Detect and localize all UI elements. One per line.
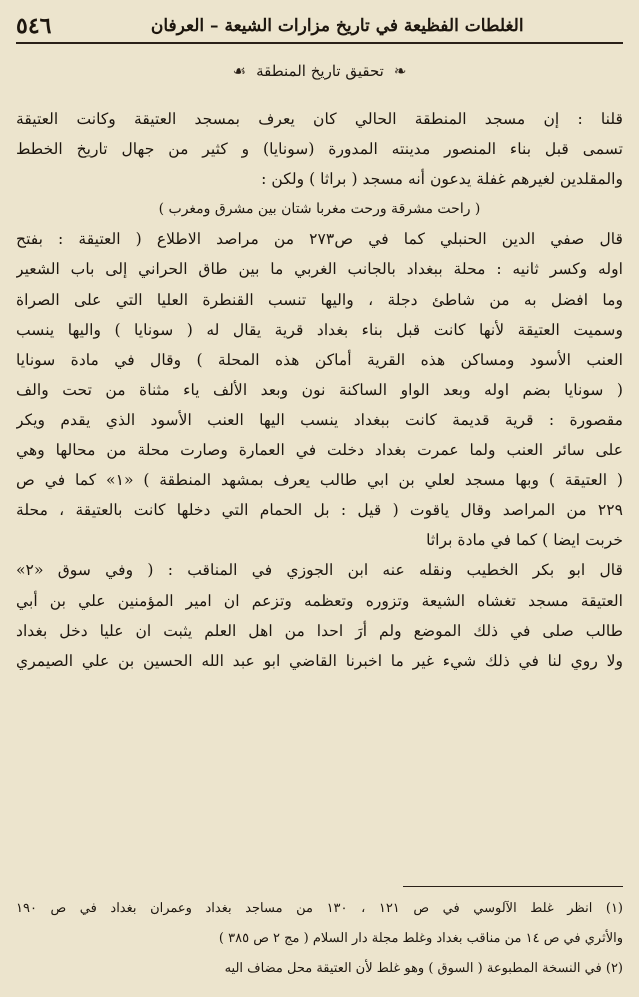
text-line: اوله وكسر ثانيه : محلة ببغداد بالجانب الغربي ما بين طاق الحراني إلى باب الشعير <box>16 260 623 279</box>
text-line: تسمى قبل بناء المنصور مدينته المدورة (سونايا) و كثير من جهال تاريخ الخطط <box>16 140 623 159</box>
text-line: مقصورة : قرية قديمة كانت ببغداد ينسب اليها العنب الأسود الذي يقدم ويكر <box>16 410 623 429</box>
text-line: وما افضل به من شاطئ دجلة ، واليها تنسب القنطرة العليا التي على الصراة <box>16 290 623 309</box>
text-line: قال ابو بكر الخطيب ونقله عنه ابن الجوزي في المناقب : ( وفي سوق «٢» <box>16 561 623 580</box>
text-line: والمقلدين لغيرهم غفلة يدعون أنه مسجد ( براثا ) ولكن : <box>261 170 623 189</box>
footnotes <box>16 894 623 984</box>
footnote-line: (٢) في النسخة المطبوعة ( السوق ) وهو غلط لأن العتيقة محل مضاف اليه <box>224 961 623 976</box>
text-line: على سائر العنب ولما عمرت بغداد دخلت في العمارة وصارت محلة من محالها وهي <box>16 441 623 460</box>
ornament-left-icon: ☙ <box>232 62 247 80</box>
section-heading <box>0 62 639 80</box>
page-header <box>16 10 623 44</box>
text-line: ( سونايا بضم اوله وبعد الواو الساكنة نون وبعد الألف ياء مثناة من تحت والف <box>16 380 623 399</box>
text-line: قال صفي الدين الحنبلي كما في ص٢٧٣ من مراصد الاطلاع ( العتيقة : بفتح <box>16 230 623 249</box>
footnote-line: والأثري في ص ١٤ من مناقب بغداد وغلط مجلة دار السلام ( مج ٢ ص ٣٨٥ ) <box>218 931 623 946</box>
body-text <box>16 104 623 676</box>
section-heading-text: تحقيق تاريخ المنطقة <box>256 62 384 80</box>
text-line: وسميت العتيقة لأنها كانت قبل بناء بغداد قرية يقال له ( سونايا ) واليها ينسب <box>16 320 623 339</box>
running-title: الغلطات الفظيعة في تاريخ مزارات الشيعة – العرفان <box>150 16 524 36</box>
text-line: ( العتيقة ) وبها مسجد لعلي بن ابي طالب يعرف بمشهد المنطقة ) «١» كما في ص <box>16 471 623 490</box>
verse-line: ( راحت مشرقة ورحت مغربا شتان بين مشرق ومغرب ) <box>158 201 481 218</box>
text-line: خربت ايضا ) كما في مادة براثا <box>426 531 623 550</box>
text-line: العنب الأسود ومساكن هذه القرية أماكن هذه المحلة ) وقال في مادة سونايا <box>16 350 623 369</box>
footnote-line: (١) انظر غلط الآلوسي في ص ١٢١ ، ١٣٠ من مساجد بغداد وعمران بغداد في ص ١٩٠ <box>16 901 623 916</box>
text-line: ٢٢٩ من المراصد وقال ياقوت ( قيل : بل الحمام التي دخلها كانت بالعتيقة ، محلة <box>16 501 623 520</box>
text-line: قلنا : إن مسجد المنطقة الحالي كان يعرف بمسجد العتيقة وكانت العتيقة <box>16 110 623 128</box>
footnote-divider <box>403 886 623 887</box>
ornament-right-icon: ❧ <box>393 62 407 80</box>
text-line: ولا روي لنا في ذلك شيء غير ما اخبرنا القاضي ابو عبد الله الحسين بن علي الصيمري <box>16 651 623 670</box>
text-line: العتيقة مسجد تغشاه الشيعة وتزوره وتعظمه وتزعم ان امير المؤمنين علي بن أبي <box>16 591 623 610</box>
page-number: ٥٤٦ <box>16 13 52 39</box>
text-line: طالب صلى في ذلك الموضع ولم أرَ احدا من اهل العلم يثبت ان عليا دخل بغداد <box>16 621 623 640</box>
